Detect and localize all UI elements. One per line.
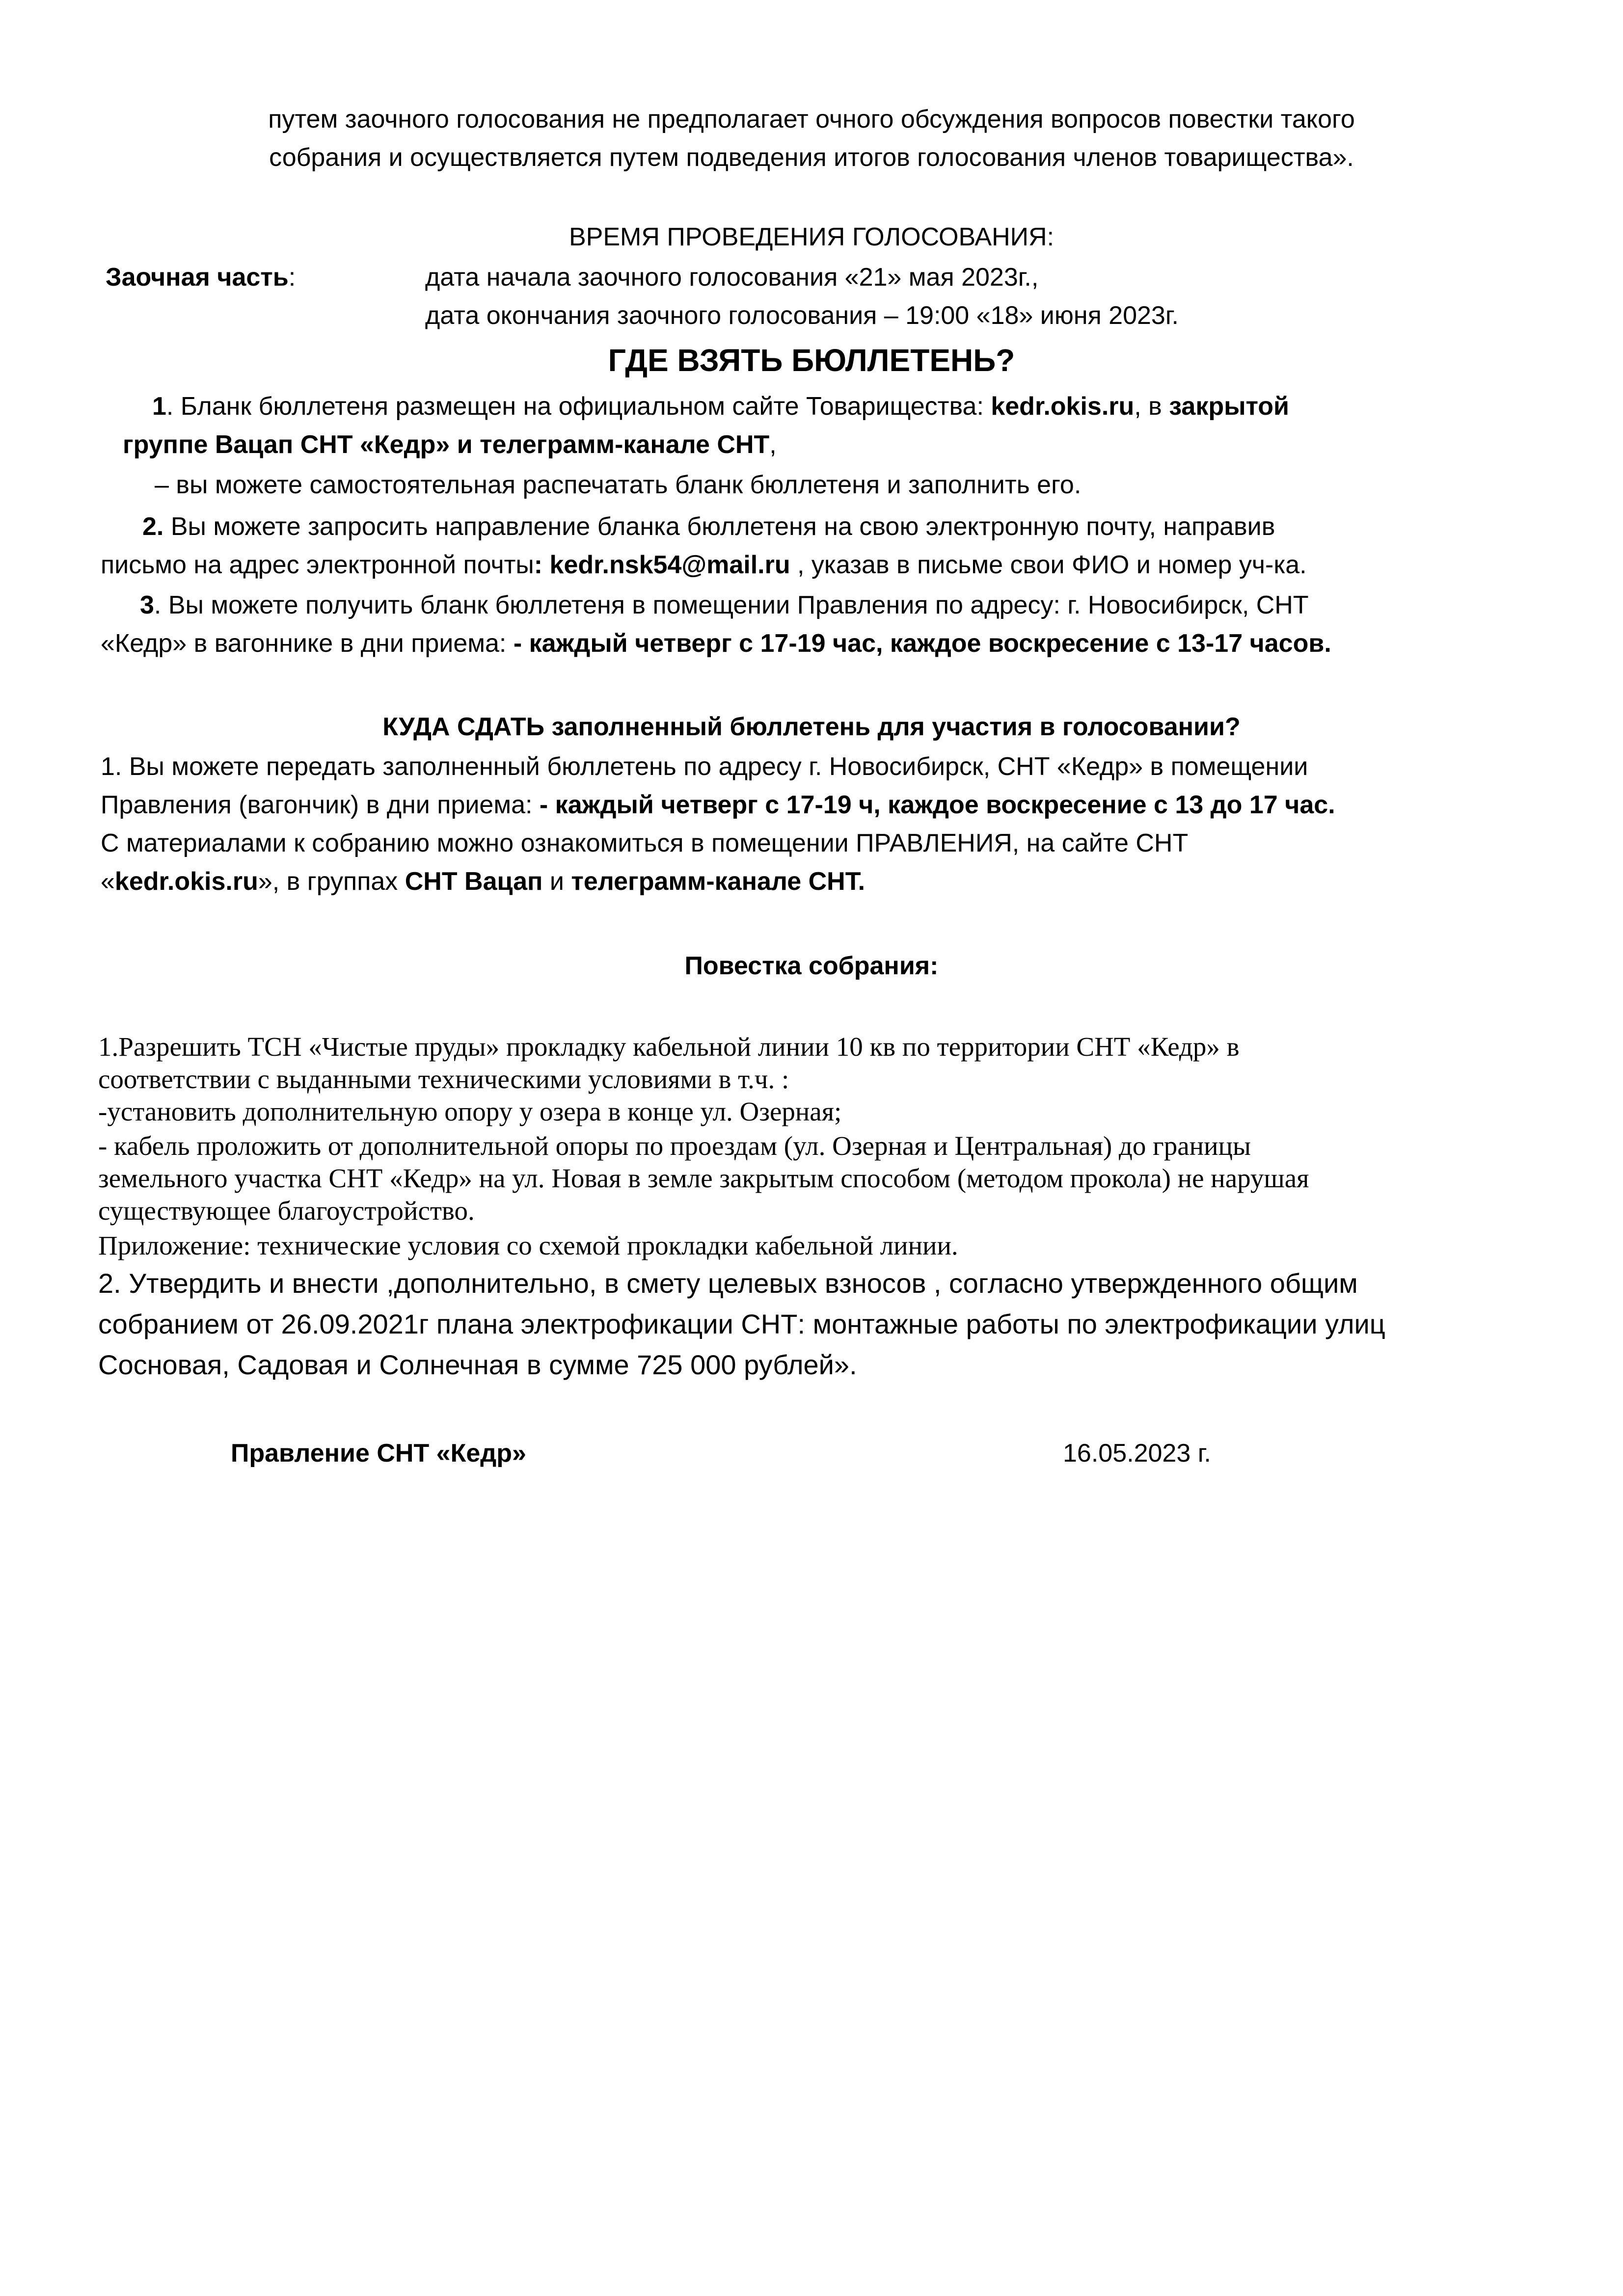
where-get-item-2-cont: письмо на адрес электронной почты: kedr.nsk54@mail.ru , указав в письме свои ФИО и номер уч-ка.: [101, 551, 1307, 579]
agenda-line-7: Приложение: технические условия со схемой прокладки кабельной линии.: [98, 1230, 958, 1260]
where-get-item-1-cont: группе Вацап СНТ «Кедр» и телеграмм-канале СНТ,: [123, 430, 777, 459]
where-get-heading: ГДЕ ВЗЯТЬ БЮЛЛЕТЕНЬ?: [608, 343, 1015, 378]
where-submit-line-3: С материалами к собранию можно ознакомиться в помещении ПРАВЛЕНИЯ, на сайте СНТ: [101, 829, 1189, 857]
signature: Правление СНТ «Кедр»: [231, 1439, 526, 1468]
voting-time-heading: ВРЕМЯ ПРОВЕДЕНИЯ ГОЛОСОВАНИЯ:: [568, 223, 1055, 251]
where-get-item-2: 2. Вы можете запросить направление бланка бюллетеня на свою электронную почту, направив: [142, 512, 1275, 541]
agenda-line-2: соответствии с выданными техническими условиями в т.ч. :: [98, 1064, 789, 1094]
voting-start-date: дата начала заочного голосования «21» мая 2023г.,: [425, 263, 1039, 292]
agenda-line-10: Сосновая, Садовая и Солнечная в сумме 725 000 рублей».: [98, 1349, 857, 1380]
where-get-item-3: 3. Вы можете получить бланк бюллетеня в помещении Правления по адресу: г. Новосибирск, СНТ: [140, 591, 1309, 619]
document-date: 16.05.2023 г.: [1063, 1439, 1211, 1468]
voting-end-date: дата окончания заочного голосования – 19:00 «18» июня 2023г.: [425, 301, 1179, 330]
where-submit-line-4: «kedr.okis.ru», в группах СНТ Вацап и телеграмм-канале СНТ.: [101, 867, 866, 896]
agenda-line-4: - кабель проложить от дополнительной опоры по проездам (ул. Озерная и Центральная) до границы: [98, 1131, 1251, 1161]
agenda-line-3: -установить дополнительную опору у озера в конце ул. Озерная;: [98, 1096, 842, 1126]
where-submit-heading: КУДА СДАТЬ заполненный бюллетень для участия в голосовании?: [382, 713, 1241, 741]
agenda-line-9: собранием от 26.09.2021г плана электрофикации СНТ: монтажные работы по электрофикации улиц: [98, 1308, 1385, 1339]
where-submit-line-1: 1. Вы можете передать заполненный бюллетень по адресу г. Новосибирск, СНТ «Кедр» в помещении: [101, 752, 1308, 781]
where-get-item-3-cont: «Кедр» в вагоннике в дни приема: - каждый четверг с 17-19 час, каждое воскресение с 13-17 часов.: [101, 629, 1331, 658]
intro-line-2: собрания и осуществляется путем подведения итогов голосования членов товарищества».: [269, 143, 1354, 172]
agenda-line-5: земельного участка СНТ «Кедр» на ул. Новая в земле закрытым способом (методом прокола) не нарушая: [98, 1163, 1309, 1193]
agenda-line-1: 1.Разрешить ТСН «Чистые пруды» прокладку кабельной линии 10 кв по территории СНТ «Кедр» в: [98, 1032, 1240, 1062]
where-get-item-1-note: – вы можете самостоятельная распечатать бланк бюллетеня и заполнить его.: [155, 471, 1082, 499]
voting-part-label: Заочная часть:: [106, 263, 296, 292]
where-submit-line-2: Правления (вагончик) в дни приема: - каждый четверг с 17-19 ч, каждое воскресение с 13 до 17 час.: [101, 791, 1335, 819]
where-get-item-1: 1. Бланк бюллетеня размещен на официальном сайте Товарищества: kedr.okis.ru, в закрытой: [152, 392, 1290, 421]
agenda-heading: Повестка собрания:: [684, 952, 939, 980]
intro-line-1: путем заочного голосования не предполагает очного обсуждения вопросов повестки такого: [268, 105, 1355, 133]
agenda-line-8: 2. Утвердить и внести ,дополнительно, в смету целевых взносов , согласно утвержденного общим: [98, 1268, 1358, 1299]
agenda-line-6: существующее благоустройство.: [98, 1196, 475, 1226]
